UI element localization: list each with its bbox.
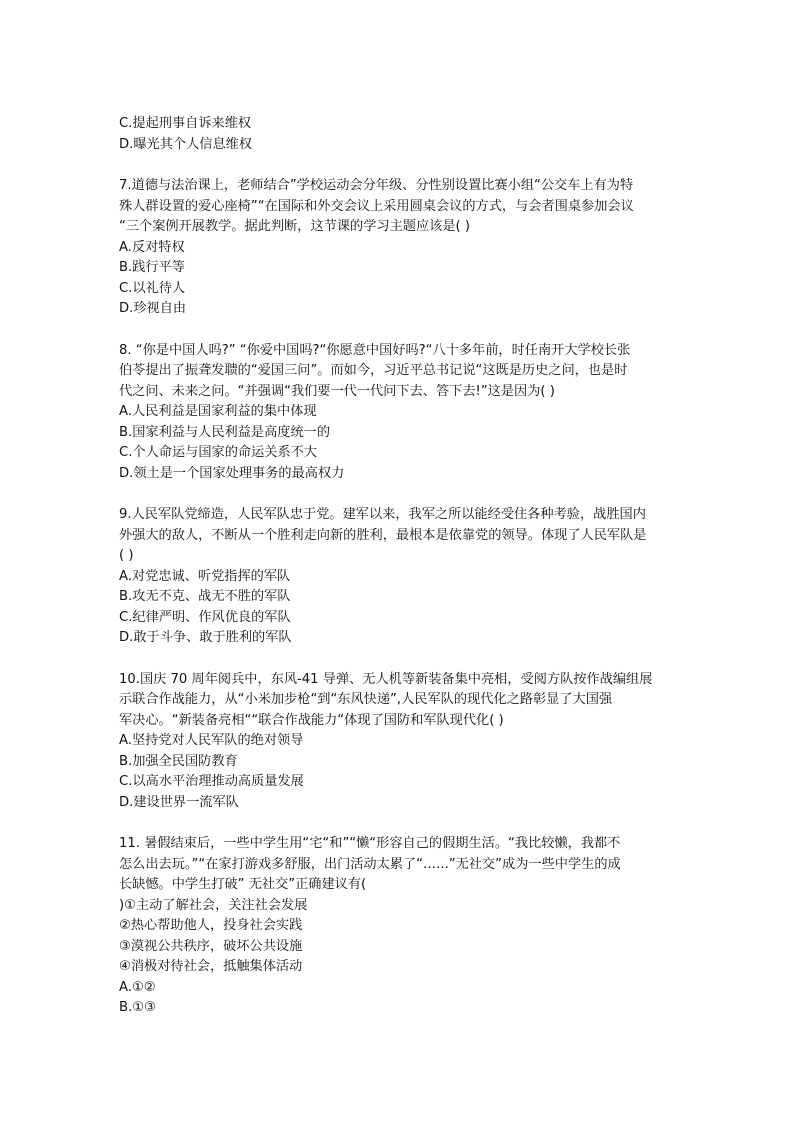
option: D.敢于斗争、敢于胜利的军队 (119, 630, 292, 645)
question-stem: )①主动了解社会，关注社会发展 (119, 897, 308, 913)
option: B.国家利益与人民利益是高度统一的 (119, 424, 331, 440)
option: B.攻无不克、战无不胜的军队 (119, 589, 291, 604)
question-stem: 伯苓提出了振聋发聩的“爱国三问”。而如今，习近平总书记说“这既是历史之问，也是时 (119, 363, 628, 378)
question-9 (119, 505, 699, 649)
option: C.以礼待人 (119, 280, 186, 296)
option: A.①② (119, 979, 156, 995)
question-stem: 殊人群设置的爱心座椅”“在国际和外交会议上采用圆桌会议的方式，与会者围桌参加会议 (119, 198, 634, 214)
option: C.纪律严明、作风优良的军队 (119, 609, 291, 625)
question-stem: 10.国庆 70 周年阅兵中，东风-41 导弹、无人机等新装备集中亮相，受阅方队按作战编组展 (119, 671, 653, 687)
question-stem: 11. 暑假结束后，一些中学生用“宅“和”“懒“形容自己的假期生活。“我比较懒，我都不 (119, 836, 621, 851)
question-stem: 怎么出去玩。”“在家打游戏多舒服，出门活动太累了“.…..”无社交”成为一些中学生的成 (119, 856, 621, 872)
question-stem: “三个案例开展教学。据此判断，这节课的学习主题应该是( ) (119, 219, 470, 234)
option: A.坚持党对人民军队的绝对领导 (119, 733, 304, 748)
question-stem: ( ) (119, 548, 134, 563)
option: B.加强全民国防教育 (119, 753, 238, 769)
option: C.个人命运与国家的命运关系不大 (119, 445, 318, 460)
question-stem: 示联合作战能力，从“小米加步枪“到“东风快递”,人民军队的现代化之路彰显了大国强 (119, 692, 613, 707)
option: A.对党忠诚、听党指挥的军队 (119, 568, 291, 584)
question-stem: 8. “你是中国人吗?” “你爱中国吗?“你愿意中国好吗?“八十多年前，时任南开大学校长张 (119, 342, 631, 358)
option: D.曝光其个人信息维权 (119, 136, 253, 152)
option: A.人民利益是国家利益的集中体现 (119, 404, 317, 419)
question-stem: 外强大的敌人，不断从一个胜利走向新的胜利，最根本是依靠党的领导。体现了人民军队是 (119, 527, 647, 543)
question-6-tail (119, 114, 699, 155)
option: D.珍视自由 (119, 301, 187, 316)
question-11 (119, 834, 699, 1019)
question-stem: ④消极对待社会，抵触集体活动 (119, 959, 303, 974)
option: D.建设世界一流军队 (119, 794, 239, 810)
question-stem: 长缺憾。中学生打破” 无社交”正确建议有( (119, 877, 367, 892)
question-stem: 代之问、未来之问。“并强调“我们要一代一代问下去、答下去!”这是因为( ) (119, 383, 555, 399)
option: B.①③ (119, 1000, 156, 1015)
option: B.践行平等 (119, 260, 185, 275)
question-7 (119, 176, 699, 320)
page-content (119, 114, 699, 1019)
question-stem: 军决心。“新装备亮相““联合作战能力“体现了国防和军队现代化( ) (119, 712, 504, 728)
option: C.以高水平治理推动高质量发展 (119, 774, 304, 789)
question-8 (119, 341, 699, 485)
question-stem: ②热心帮助他人，投身社会实践 (119, 918, 303, 933)
question-stem: 9.人民军队党缔造，人民军队忠于党。建军以来，我军之所以能经受住各种考验，战胜国内 (119, 507, 646, 522)
option: C.提起刑事自诉来维权 (119, 116, 252, 131)
question-stem: ③漠视公共秩序，破坏公共设施 (119, 938, 303, 954)
option: D.领土是一个国家处理事务的最高权力 (119, 465, 345, 481)
question-stem: 7.道德与法治课上，老师结合”学校运动会分年级、分性别设置比赛小组“公交车上有为特 (119, 178, 634, 193)
question-10 (119, 670, 699, 814)
option: A.反对特权 (119, 239, 185, 255)
